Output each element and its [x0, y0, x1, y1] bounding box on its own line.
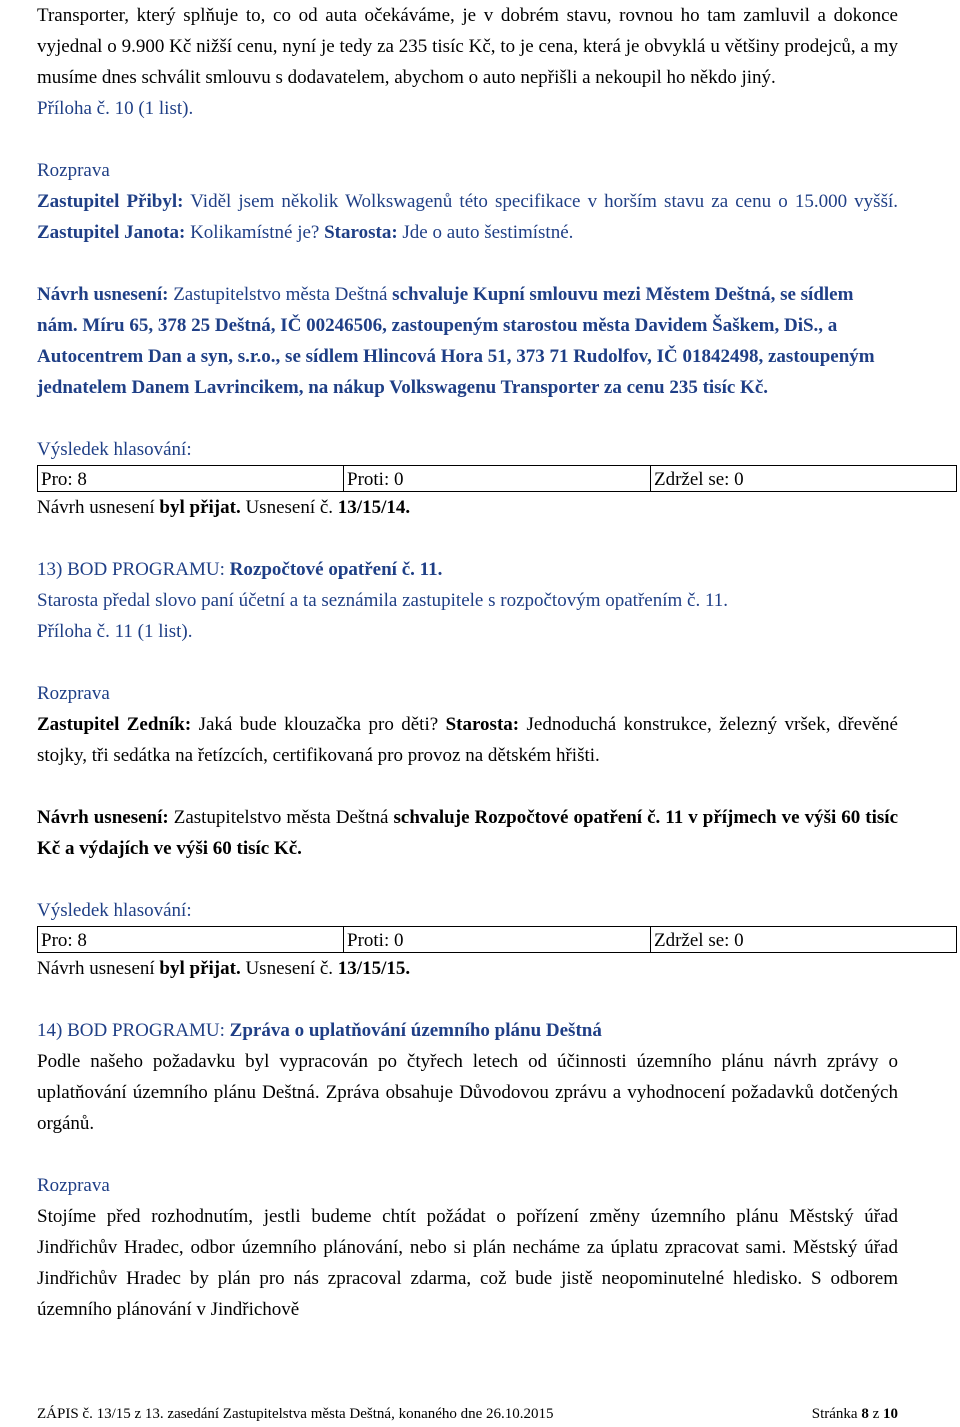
- section-number: 13): [37, 559, 63, 580]
- speaker-zednik: Zastupitel Zedník:: [37, 714, 192, 735]
- speaker-starosta: Starosta:: [324, 222, 398, 243]
- resolution-result: [37, 953, 898, 984]
- speaker-pribyl: Zastupitel Přibyl:: [37, 191, 184, 212]
- section-title: Zpráva o uplatňování územního plánu Deštná: [229, 1020, 602, 1041]
- speech-starosta: Jde o auto šestimístné.: [397, 222, 574, 243]
- attachment-note-10: Příloha č. 10 (1 list).: [37, 98, 194, 119]
- vote-for: Pro: 8: [38, 466, 344, 491]
- vote-abstain: Zdržel se: 0: [654, 469, 744, 490]
- discussion-13: [37, 709, 898, 771]
- proposal-text: Zastupitelstvo města Deštná: [168, 807, 394, 828]
- result-prefix: Návrh usnesení: [37, 497, 160, 518]
- rozprava-heading: Rozprava: [37, 1175, 110, 1196]
- result-prefix: Návrh usnesení: [37, 958, 160, 979]
- section-number: 14): [37, 1020, 63, 1041]
- proposal-bold-text: schvaluje Rozpočtové opatření č. 11 v příjmech ve výši 60 tisíc Kč a výdajích ve výši 60 tisíc Kč.: [37, 807, 898, 859]
- vote-result-heading: Výsledek hlasování:: [37, 439, 192, 460]
- speech-starosta: Jednoduchá konstrukce, železný vršek, dřevěné stojky, tři sedátka na řetízcích, certifikovaná pro provoz na dětském hřišti.: [37, 714, 898, 766]
- document-page: [37, 0, 898, 1325]
- vote-table: [37, 465, 957, 492]
- result-number: 13/15/15.: [337, 958, 411, 979]
- proposal-text: Zastupitelstvo města Deštná: [168, 284, 393, 305]
- section-14-discussion: Stojíme před rozhodnutím, jestli budeme chtít požádat o pořízení změny územního plánu Městský úřad Jindřichův Hradec, odbor územního plánování, nebo si plán necháme za úplatu zpracovat sami. Městský úřad Jindřichův Hradec by plán pro nás zpracoval zdarma, což bude jistě neopominutelné hledisko. S odborem územního plánování v Jindřichově: [37, 1206, 898, 1320]
- result-accepted: byl přijat.: [159, 497, 241, 518]
- proposal-label: Návrh usnesení:: [37, 284, 169, 305]
- speaker-starosta: Starosta:: [445, 714, 520, 735]
- section-prefix: BOD PROGRAMU:: [62, 559, 230, 580]
- footer-page-number: [812, 1404, 898, 1424]
- attachment-note-11: Příloha č. 11 (1 list).: [37, 621, 193, 642]
- speech-pribyl: Viděl jsem několik Wolkswagenů této specifikace v horším stavu za cenu o 15.000 vyšší.: [183, 191, 898, 212]
- result-number-label: Usnesení č.: [240, 497, 338, 518]
- rozprava-heading: Rozprava: [37, 160, 110, 181]
- vote-result-heading: Výsledek hlasování:: [37, 900, 192, 921]
- proposal-bold-text: schvaluje Kupní smlouvu mezi Městem Deštná, se sídlem nám. Míru 65, 378 25 Deštná, IČ 00246506, zastoupeným starostou města Davidem Šaškem, DiS., a Autocentrem Dan a syn, s.r.o., se sídlem Hlincová Hora 51, 373 71 Rudolfov, IČ 01842498, zastoupeným jednatelem Danem Lavrincikem, na nákup Volkswagenu Transporter za cenu 235 tisíc Kč.: [37, 284, 875, 398]
- section-13-text: Starosta předal slovo paní účetní a ta seznámila zastupitele s rozpočtovým opatřením č. 11.: [37, 590, 728, 611]
- discussion-12: [37, 186, 898, 248]
- section-prefix: BOD PROGRAMU:: [62, 1020, 230, 1041]
- vote-against: Proti: 0: [344, 927, 651, 952]
- vote-for: Pro: 8: [38, 927, 344, 952]
- result-number-label: Usnesení č.: [240, 958, 338, 979]
- footer-left: ZÁPIS č. 13/15 z 13. zasedání Zastupitelstva města Deštná, konaného dne 26.10.2015: [37, 1406, 554, 1422]
- speech-janota: Kolikamístné je?: [185, 222, 325, 243]
- page-footer: [37, 1404, 898, 1424]
- speaker-janota: Zastupitel Janota:: [37, 222, 186, 243]
- vote-table: [37, 926, 957, 953]
- section-14-text: Podle našeho požadavku byl vypracován po čtyřech letech od účinnosti územního plánu návrh zprávy o uplatňování územního plánu Deštná. Zpráva obsahuje Důvodovou zprávu a vyhodnocení požadavků dotčených orgánů.: [37, 1051, 898, 1134]
- page-total: 10: [883, 1406, 898, 1422]
- section-title: Rozpočtové opatření č. 11.: [229, 559, 443, 580]
- speech-zednik: Jaká bude klouzačka pro děti?: [191, 714, 446, 735]
- proposal-label: Návrh usnesení:: [37, 807, 169, 828]
- section-14-heading: [37, 1015, 898, 1046]
- resolution-proposal-12: [37, 279, 898, 403]
- section-13-heading: [37, 554, 898, 585]
- vote-against: Proti: 0: [344, 466, 651, 491]
- resolution-result: [37, 492, 898, 523]
- paragraph-intro: Transporter, který splňuje to, co od auta očekáváme, je v dobrém stavu, rovnou ho tam zamluvil a dokonce vyjednal o 9.900 Kč nižší cenu, nyní je tedy za 235 tisíc Kč, to je cena, která je obvyklá u většiny prodejců, a my musíme dnes schválit smlouvu s dodavatelem, abychom o auto nepřišli a nekoupil ho někdo jiný.: [37, 5, 898, 88]
- result-accepted: byl přijat.: [159, 958, 241, 979]
- resolution-proposal-13: [37, 802, 898, 864]
- page-label: Stránka: [811, 1406, 862, 1422]
- vote-abstain: Zdržel se: 0: [654, 930, 744, 951]
- page-of: z: [868, 1406, 883, 1422]
- page-current: 8: [861, 1406, 869, 1422]
- rozprava-heading: Rozprava: [37, 683, 110, 704]
- result-number: 13/15/14.: [337, 497, 411, 518]
